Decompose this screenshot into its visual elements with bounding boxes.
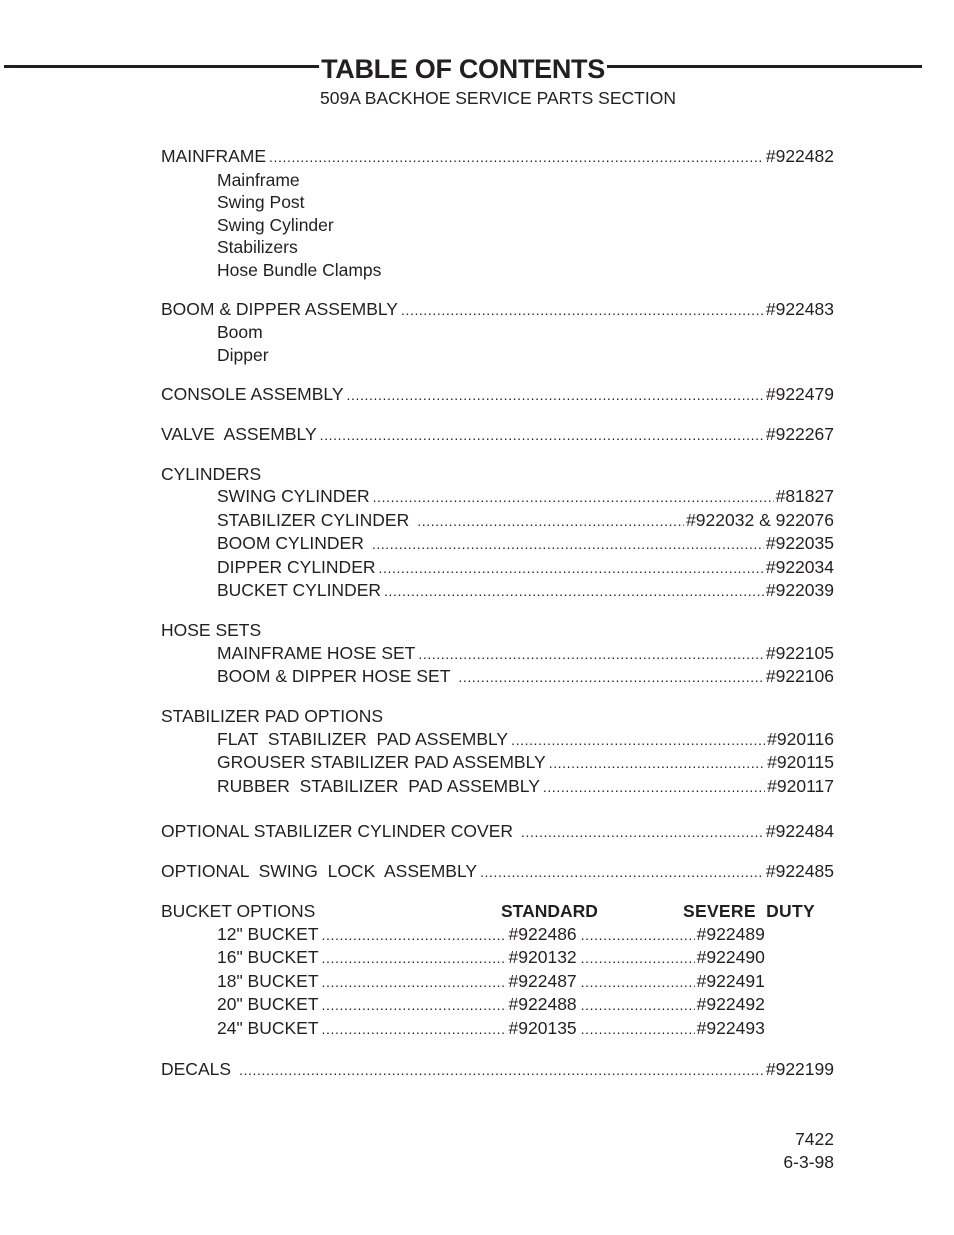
severe-part-number: #922490 [696,947,765,967]
title-rule-left [4,65,319,68]
leader-dots [320,424,764,447]
toc-label: OPTIONAL STABILIZER CYLINDER COVER [161,821,514,841]
bucket-size: 12" BUCKET [217,923,319,944]
leader-dots [322,994,507,1017]
toc-heading-hose-sets: HOSE SETS [161,620,262,640]
toc-heading-stabilizer-pads: STABILIZER PAD OPTIONS [161,706,384,726]
toc-subitem: Mainframe [217,169,300,190]
toc-entry-mainframe[interactable] [161,145,834,169]
severe-part-number: #922492 [696,994,765,1014]
document-date: 6-3-98 [783,1152,834,1172]
toc-label: MAINFRAME HOSE SET [217,642,416,663]
leader-dots [239,1059,764,1082]
bucket-size: 20" BUCKET [217,994,319,1014]
toc-label: DECALS [161,1059,232,1079]
part-number: #81827 [775,486,834,506]
title-row [4,52,922,86]
part-number: #920115 [767,752,834,772]
part-number: #922035 [765,533,834,553]
leader-dots [581,971,695,994]
page-title: TABLE OF CONTENTS [321,53,605,84]
leader-dots [322,924,507,947]
leader-dots [521,821,764,844]
bucket-size: 16" BUCKET [217,947,319,967]
toc-label: BOOM & DIPPER HOSE SET [217,666,451,686]
toc-entry-dipper-cylinder[interactable] [161,556,834,580]
toc-entry-boom-cylinder[interactable] [161,532,834,556]
toc-entry-cylinder-cover[interactable] [161,820,834,844]
toc-subitem: Dipper [217,344,269,365]
standard-part-number: #922487 [508,970,577,991]
toc-label: BOOM CYLINDER [217,533,364,553]
toc-entry-swing-lock[interactable] [161,860,834,884]
leader-dots [581,1018,695,1041]
part-number: #922482 [765,146,834,166]
severe-part-number: #922493 [696,1017,765,1038]
bucket-size: 24" BUCKET [217,1017,319,1038]
toc-label: MAINFRAME [161,146,266,166]
toc-subitem: Hose Bundle Clamps [217,259,382,280]
leader-dots [549,752,765,775]
leader-dots [322,947,507,970]
bucket-row[interactable] [161,946,834,970]
severe-part-number: #922489 [696,923,765,944]
toc-label: BOOM & DIPPER ASSEMBLY [161,298,398,319]
standard-part-number: #922488 [508,994,577,1014]
document-number: 7422 [795,1129,834,1149]
leader-dots [480,861,764,884]
leader-dots [373,486,774,509]
bucket-row[interactable] [161,970,834,994]
toc-entry-swing-cylinder[interactable] [161,485,834,509]
bucket-row[interactable] [161,923,834,947]
title-rule-right [607,65,922,68]
part-number: #922106 [765,666,834,686]
toc-subitem: Boom [217,322,263,342]
leader-dots [581,994,695,1017]
part-number: #922484 [765,821,834,841]
toc-heading-cylinders: CYLINDERS [161,463,262,484]
page-footer [783,1128,834,1174]
toc-label: BUCKET CYLINDER [217,580,382,600]
leader-dots [347,384,764,407]
toc-label: DIPPER CYLINDER [217,556,376,577]
toc-entry-grouser-pad[interactable] [161,751,834,775]
part-number: #922034 [765,556,834,577]
toc-subitem: Stabilizers [217,237,298,257]
toc-entry-valve[interactable] [161,423,834,447]
toc-label: VALVE ASSEMBLY [161,423,317,444]
leader-dots [417,510,684,533]
part-number: #922485 [765,861,834,881]
page-subtitle: 509A BACKHOE SERVICE PARTS SECTION [320,88,676,108]
part-number: #922105 [765,642,834,663]
leader-dots [322,1018,507,1041]
column-header-standard: STANDARD [501,901,598,921]
leader-dots [418,643,764,666]
standard-part-number: #920135 [508,1017,577,1038]
leader-dots [511,729,765,752]
part-number: #922032 & 922076 [686,509,834,530]
toc-label: GROUSER STABILIZER PAD ASSEMBLY [217,752,546,772]
toc-subitem: Swing Cylinder [217,214,334,235]
toc-label: RUBBER STABILIZER PAD ASSEMBLY [217,775,540,796]
toc-label: STABILIZER CYLINDER [217,509,410,530]
part-number: #920116 [767,728,834,749]
standard-part-number: #920132 [508,947,577,967]
leader-dots [581,924,695,947]
leader-dots [384,580,764,603]
leader-dots [401,299,764,322]
toc-heading-bucket-options: BUCKET OPTIONS [161,901,316,921]
leader-dots [322,971,507,994]
part-number: #922479 [765,383,834,404]
toc-subitem: Swing Post [217,192,305,212]
part-number: #920117 [767,775,834,796]
part-number: #922267 [765,423,834,444]
toc-entry-stabilizer-cylinder[interactable] [161,509,834,533]
leader-dots [269,146,764,169]
leader-dots [458,666,763,689]
toc-label: CONSOLE ASSEMBLY [161,383,344,404]
column-header-severe-duty: SEVERE DUTY [683,901,815,921]
toc-entry-console[interactable] [161,383,834,407]
toc-entry-rubber-pad[interactable] [161,775,834,799]
part-number: #922483 [765,298,834,319]
severe-part-number: #922491 [696,970,765,991]
standard-part-number: #922486 [508,923,577,944]
toc-entry-flat-pad[interactable] [161,728,834,752]
toc-entry-decals[interactable] [161,1058,834,1082]
toc-label: FLAT STABILIZER PAD ASSEMBLY [217,728,509,749]
toc-entry-boom-dipper-hose-set[interactable] [161,665,834,689]
bucket-row[interactable] [161,1017,834,1041]
part-number: #922039 [765,580,834,600]
toc-label: OPTIONAL SWING LOCK ASSEMBLY [161,861,478,881]
bucket-options-header [161,900,834,923]
toc-label: SWING CYLINDER [217,486,370,506]
toc-entry-bucket-cylinder[interactable] [161,579,834,603]
part-number: #922199 [765,1059,834,1079]
leader-dots [379,557,764,580]
toc-entry-boom-dipper[interactable] [161,298,834,322]
bucket-row[interactable] [161,993,834,1017]
leader-dots [372,533,764,556]
bucket-size: 18" BUCKET [217,970,319,991]
leader-dots [581,947,695,970]
leader-dots [543,776,765,799]
toc-entry-mainframe-hose-set[interactable] [161,642,834,666]
toc-list [161,145,834,1082]
